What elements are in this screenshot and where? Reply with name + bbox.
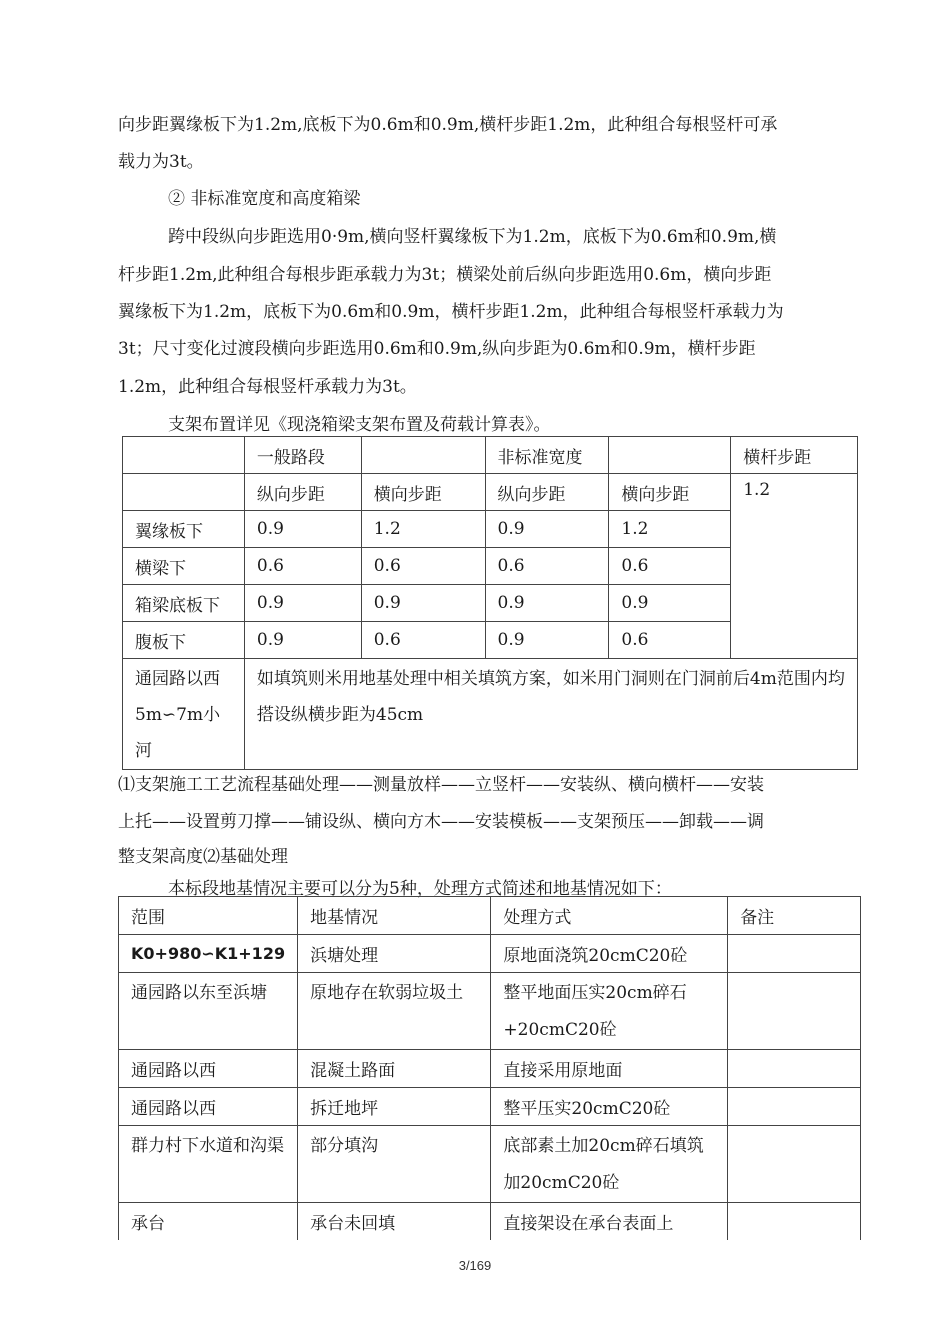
table-cell: 浜塘处理 [298,935,491,973]
table-header: 横杆步距 [731,437,858,474]
row-label: 横梁下 [123,548,245,585]
table-cell [728,973,861,1050]
paragraph-line: 向步距翼缘板下为1.2m,底板下为0.6m和0.9m,横杆步距1.2m，此种组合每根竖杆可承 [118,115,778,135]
table-cell: 拆迁地坪 [298,1088,491,1126]
table-cell: 0.6 [609,548,731,585]
table-header: 非标准宽度 [485,437,609,474]
table-cell: 群力村下水道和沟渠 [119,1126,298,1203]
paragraph-line: ⑴支架施工工艺流程基础处理——测量放样——立竖杆——安装纵、横向横杆——安装 [118,775,764,795]
table-cell: 0.9 [485,585,609,622]
table-row [119,935,861,973]
table-header: 横向步距 [361,474,485,511]
page-number: 3/169 [458,1258,492,1273]
table-cell: 1.2 [609,511,731,548]
table-cell: 通园路以西 [119,1050,298,1088]
table-cell: 底部素土加20cm碎石填筑加20cmC20砼 [491,1126,728,1203]
table-row [119,973,861,1050]
table-cell: 部分填沟 [298,1126,491,1203]
paragraph-line: 1.2m，此种组合每根竖杆承载力为3t。 [118,377,417,397]
crossbar-value-cell: 1.2 [731,474,858,659]
table-cell [728,1126,861,1203]
table-header: 横向步距 [609,474,731,511]
table-cell: 原地存在软弱垃圾土 [298,973,491,1050]
table-cell: 1.2 [361,511,485,548]
table-cell: 直接采用原地面 [491,1050,728,1088]
table-cell: 整平压实20cmC20砼 [491,1088,728,1126]
table-cell: 0.6 [244,548,361,585]
table-cell: 原地面浇筑20cmC20砼 [491,935,728,973]
paragraph-line: 杆步距1.2m,此种组合每根步距承载力为3t；横梁处前后纵向步距选用0.6m，横向步距 [118,265,772,285]
table-row [119,1126,861,1203]
table-row [123,474,858,511]
section-heading: ② 非标准宽度和高度箱梁 [168,189,361,209]
table-header: 处理方式 [491,897,728,935]
row-label: 通园路以西5m∽7m小河 [123,659,245,770]
table-cell: 0.9 [485,511,609,548]
table-cell: 0.9 [485,622,609,659]
table-cell: 整平地面压实20cm碎石+20cmC20砼 [491,973,728,1050]
table-cell [728,1203,861,1241]
table-cell: 0.9 [361,585,485,622]
table-note-cell: 如填筑则米用地基处理中相关填筑方案，如米用门洞则在门洞前后4m范围内均搭设纵横步距为45cm [244,659,857,770]
support-layout-table [122,436,858,770]
table-header: 地基情况 [298,897,491,935]
table-caption: 支架布置详见《现浇箱梁支架布置及荷载计算表》。 [168,415,551,435]
paragraph-line: 整支架高度⑵基础处理 [118,847,288,867]
table-cell: 通园路以东至浜塘 [119,973,298,1050]
table-cell: 0.9 [244,622,361,659]
table-cell: 承台未回填 [298,1203,491,1241]
table-row [119,1088,861,1126]
table-row [119,897,861,935]
table-cell: 0.6 [361,622,485,659]
table-header: 纵向步距 [485,474,609,511]
foundation-table [118,896,861,1240]
table-cell [728,1088,861,1126]
table-header: 备注 [728,897,861,935]
table-header: 一般路段 [244,437,361,474]
table-cell: 0.6 [609,622,731,659]
table-row [123,437,858,474]
paragraph-line: 3t；尺寸变化过渡段横向步距选用0.6m和0.9m,纵向步距为0.6m和0.9m，横杆步距 [118,339,756,359]
table-cell: 直接架设在承台表面上 [491,1203,728,1241]
table-cell [728,1050,861,1088]
table-row [123,659,858,770]
table-header: 范围 [119,897,298,935]
table-cell: K0+980∽K1+129 [119,935,298,973]
row-label: 箱梁底板下 [123,585,245,622]
table-cell: 0.9 [244,585,361,622]
paragraph-line: 翼缘板下为1.2m，底板下为0.6m和0.9m，横杆步距1.2m，此种组合每根竖杆承载力为 [118,302,784,322]
table-cell [728,935,861,973]
paragraph-line: 上托——设置剪刀撑——铺设纵、横向方木——安装模板——支架预压——卸载——调 [118,812,764,832]
table-cell: 通园路以西 [119,1088,298,1126]
table-cell: 承台 [119,1203,298,1241]
paragraph-line: 本标段地基情况主要可以分为5种，处理方式简述和地基情况如下： [168,879,672,899]
table-cell: 0.9 [609,585,731,622]
row-label: 翼缘板下 [123,511,245,548]
table-row [119,1203,861,1241]
row-label: 腹板下 [123,622,245,659]
paragraph-line: 载力为3t。 [118,152,204,172]
table-cell: 0.6 [361,548,485,585]
table-cell: 0.6 [485,548,609,585]
table-row [119,1050,861,1088]
paragraph-line: 跨中段纵向步距选用0·9m,横向竖杆翼缘板下为1.2m，底板下为0.6m和0.9m,横 [168,227,777,247]
table-header: 纵向步距 [244,474,361,511]
table-cell: 混凝土路面 [298,1050,491,1088]
table-cell: 0.9 [244,511,361,548]
